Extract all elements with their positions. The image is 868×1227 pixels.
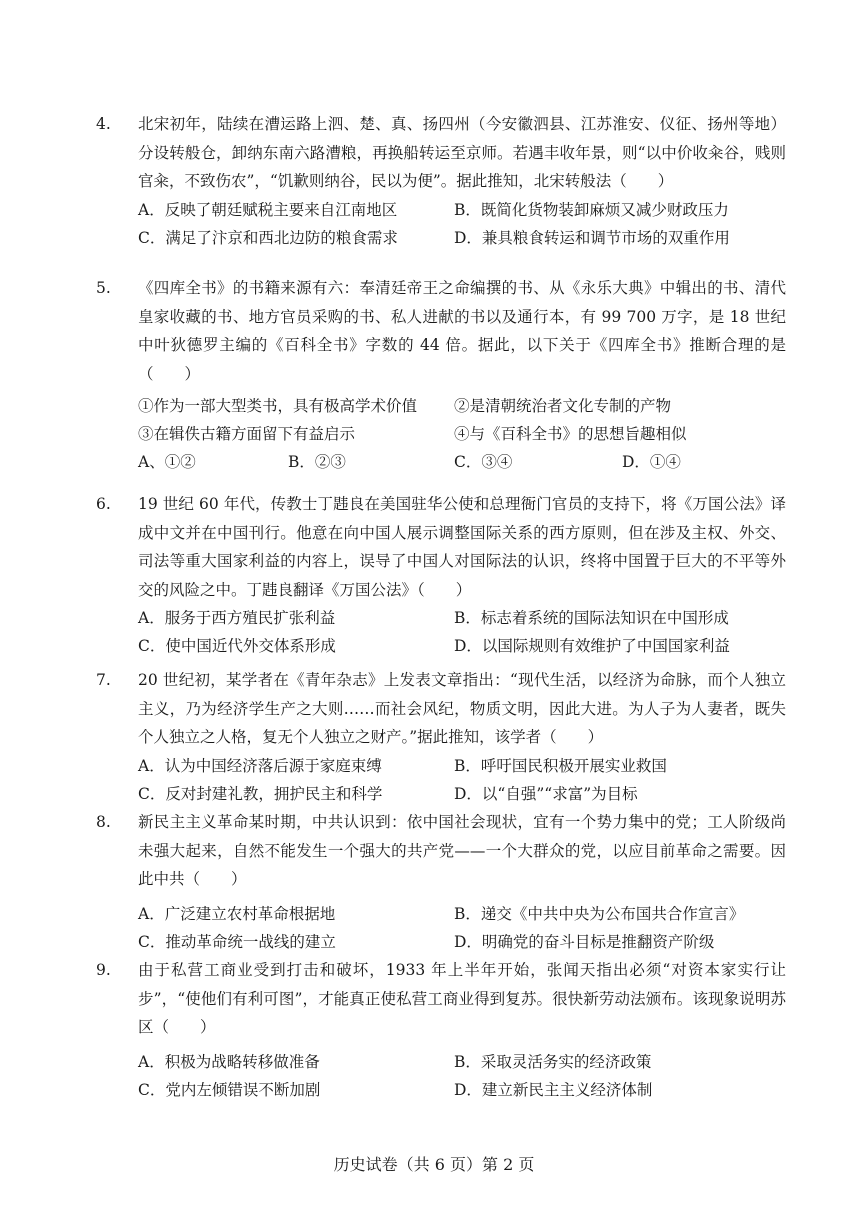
statement-3: ③在辑佚古籍方面留下有益启示	[138, 425, 356, 443]
option-b: B．采取灵活务实的经济政策	[454, 1052, 652, 1071]
option-a: A．反映了朝廷赋税主要来自江南地区	[138, 200, 398, 219]
option-b: B．既简化货物装卸麻烦又减少财政压力	[454, 200, 729, 219]
statements	[138, 392, 786, 476]
question-4	[96, 110, 786, 252]
option-b: B．标志着系统的国际法知识在中国形成	[454, 609, 729, 627]
statement-1: ①作为一部大型类书，具有极高学术价值	[138, 397, 418, 415]
options	[138, 196, 786, 252]
options	[138, 604, 786, 660]
option-c: C．推动革命统一战线的建立	[138, 932, 336, 951]
option-b: B．②③	[288, 453, 346, 471]
option-a: A．服务于西方殖民扩张利益	[138, 609, 336, 627]
question-8	[96, 808, 786, 956]
options	[138, 1048, 786, 1104]
question-6	[96, 490, 786, 660]
options	[138, 752, 786, 808]
option-a: A、①②	[138, 453, 196, 471]
question-stem: 《四库全书》的书籍来源有六：奉清廷帝王之命编撰的书、从《永乐大典》中辑出的书、清代皇家收藏的书、地方官员采购的书、私人进献的书以及通行本，有 99 700 万字，是 18 世纪中叶狄德罗主编的《百科全书》字数的 44 倍。据此，以下关于《四库全书》推断合理的是（ ）	[138, 279, 786, 383]
statement-4: ④与《百科全书》的思想旨趣相似	[454, 425, 687, 443]
option-a: A．积极为战略转移做准备	[138, 1052, 320, 1071]
option-d: D．以国际规则有效维护了中国国家利益	[454, 637, 730, 655]
question-number: 4.	[96, 115, 111, 133]
option-c: C．党内左倾错误不断加剧	[138, 1080, 321, 1099]
question-stem: 由于私营工商业受到打击和破坏，1933 年上半年开始，张闻天指出必须“对资本家实行让步”，“使他们有利可图”，才能真正使私营工商业得到复苏。很快新劳动法颁布。该现象说明苏区（ ）	[138, 961, 786, 1036]
statement-2: ②是清朝统治者文化专制的产物	[454, 397, 672, 415]
options	[138, 900, 786, 956]
question-stem: 20 世纪初，某学者在《青年杂志》上发表文章指出：“现代生活，以经济为命脉，而个人独立主义，乃为经济学生产之大则……而社会风纪，物质文明，因此大进。为人子为人妻者，既失个人独立之人格，复无个人独立之财产。”据此推知，该学者（ ）	[138, 671, 786, 746]
question-number: 9.	[96, 961, 111, 979]
option-c: C．③④	[454, 453, 513, 471]
option-d: D．①④	[622, 453, 681, 471]
question-number: 8.	[96, 813, 111, 831]
option-c: C．使中国近代外交体系形成	[138, 637, 336, 655]
option-d: D．建立新民主主义经济体制	[454, 1080, 653, 1099]
question-9	[96, 956, 786, 1104]
question-stem: 19 世纪 60 年代，传教士丁韪良在美国驻华公使和总理衙门官员的支持下，将《万国公法》译成中文并在中国刊行。他意在向中国人展示调整国际关系的西方原则，但在涉及主权、外交、司法等重大国家利益的内容上，误导了中国人对国际法的认识，终将中国置于巨大的不平等外交的风险之中。丁韪良翻译《万国公法》（ ）	[138, 495, 786, 599]
option-d: D．以“自强”“求富”为目标	[454, 784, 638, 803]
option-d: D．明确党的奋斗目标是推翻资产阶级	[454, 932, 715, 951]
option-a: A．认为中国经济落后源于家庭束缚	[138, 756, 382, 775]
question-number: 6.	[96, 495, 111, 513]
option-b: B．呼吁国民积极开展实业救国	[454, 756, 667, 775]
option-a: A．广泛建立农村革命根据地	[138, 904, 336, 923]
page-footer: 历史试卷（共 6 页）第 2 页	[333, 1155, 535, 1174]
question-5	[96, 274, 786, 476]
question-stem: 新民主主义革命某时期，中共认识到：依中国社会现状，宜有一个势力集中的党；工人阶级尚未强大起来，自然不能发生一个强大的共产党——一个大群众的党，以应目前革命之需要。因此中共（ ）	[138, 813, 786, 888]
option-c: C．反对封建礼教，拥护民主和科学	[138, 784, 383, 803]
question-stem: 北宋初年，陆续在漕运路上泗、楚、真、扬四州（今安徽泗县、江苏淮安、仪征、扬州等地）分设转般仓，卸纳东南六路漕粮，再换船转运至京师。若遇丰收年景，则“以中价收籴谷，贱则官籴，不致伤农”，“饥歉则纳谷，民以为便”。据此推知，北宋转般法（ ）	[138, 115, 786, 190]
option-d: D．兼具粮食转运和调节市场的双重作用	[454, 228, 730, 247]
option-c: C．满足了汴京和西北边防的粮食需求	[138, 228, 398, 247]
question-7	[96, 666, 786, 808]
option-b: B．递交《中共中央为公布国共合作宣言》	[454, 904, 745, 923]
question-number: 7.	[96, 671, 111, 689]
question-number: 5.	[96, 279, 111, 297]
